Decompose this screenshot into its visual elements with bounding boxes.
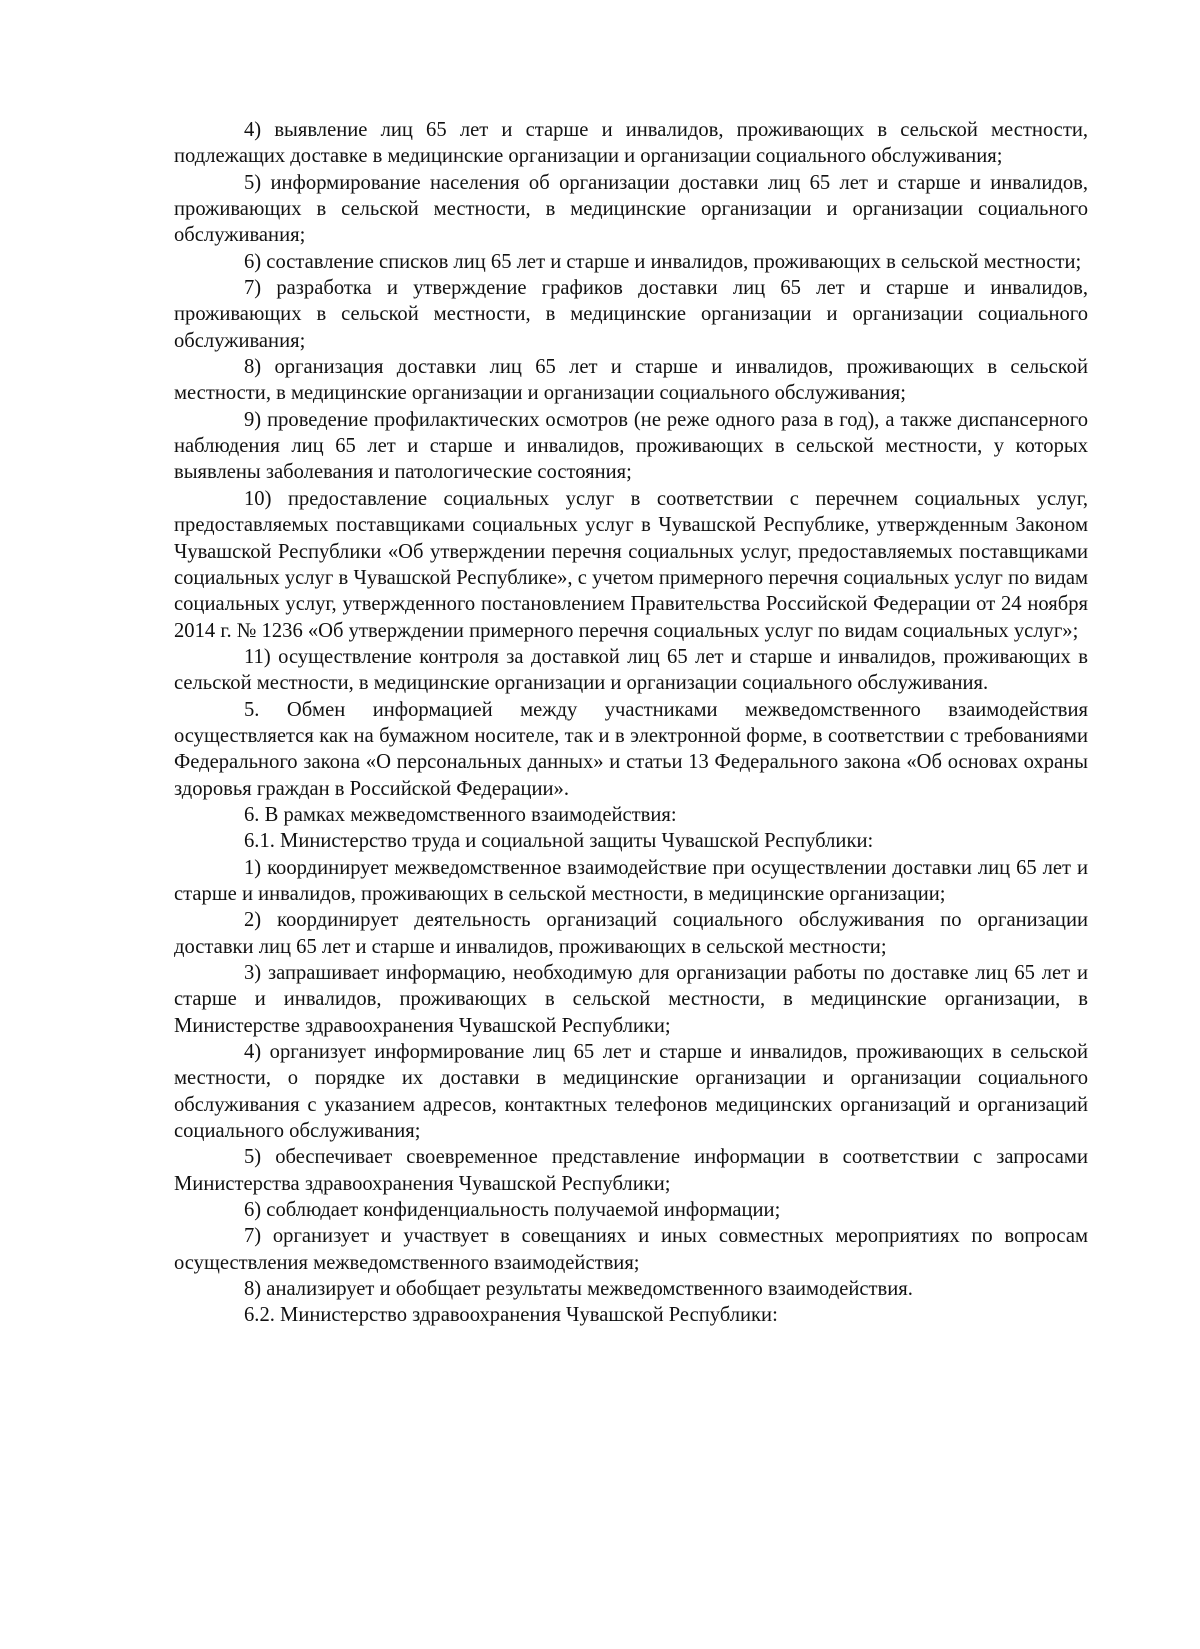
paragraph-item-8-delivery: 8) организация доставки лиц 65 лет и старше и инвалидов, проживающих в сельской местности, в медицинские организации и организации социального обслуживания; bbox=[174, 356, 1088, 405]
paragraph-section-5-information-exchange: 5. Обмен информацией между участниками межведомственного взаимодействия осуществляется как на бумажном носителе, так и в электронной форме, в соответствии с требованиями Федерального закона «О персональных данных» и статьи 13 Федерального закона «Об основах охраны здоровья граждан в Российской Федерации». bbox=[174, 698, 1088, 800]
paragraph-item-9-examinations: 9) проведение профилактических осмотров (не реже одного раза в год), а также диспансерного наблюдения лиц 65 лет и старше и инвалидов, проживающих в сельской местности, у которых выявлены заболевания и патологические состояния; bbox=[174, 408, 1088, 484]
paragraph-item-7-schedules: 7) разработка и утверждение графиков доставки лиц 65 лет и старше и инвалидов, проживающих в сельской местности, в медицинские организации и организации социального обслуживания; bbox=[174, 277, 1088, 352]
paragraph-item-6-lists: 6) составление списков лиц 65 лет и старше и инвалидов, проживающих в сельской местности; bbox=[244, 250, 1082, 273]
paragraph-6-1-item-7: 7) организует и участвует в совещаниях и иных совместных мероприятиях по вопросам осуществления межведомственного взаимодействия; bbox=[174, 1225, 1088, 1274]
document-body bbox=[174, 117, 1088, 1329]
paragraph-6-1-item-4: 4) организует информирование лиц 65 лет и старше и инвалидов, проживающих в сельской местности, о порядке их доставки в медицинские организации и организации социального обслуживания с указанием адресов, контактных телефонов медицинских организаций и организаций социального обслуживания; bbox=[174, 1041, 1088, 1143]
paragraph-section-6-heading: 6. В рамках межведомственного взаимодействия: bbox=[244, 803, 677, 826]
paragraph-6-1-item-1: 1) координирует межведомственное взаимодействие при осуществлении доставки лиц 65 лет и старше и инвалидов, проживающих в сельской местности, в медицинские организации; bbox=[174, 856, 1088, 905]
paragraph-6-1-item-2: 2) координирует деятельность организаций социального обслуживания по организации доставки лиц 65 лет и старше и инвалидов, проживающих в сельской местности; bbox=[174, 909, 1088, 958]
paragraph-6-1-item-5: 5) обеспечивает своевременное представление информации в соответствии с запросами Министерства здравоохранения Чувашской Республики; bbox=[174, 1146, 1088, 1195]
paragraph-item-4-identification: 4) выявление лиц 65 лет и старше и инвалидов, проживающих в сельской местности, подлежащих доставке в медицинские организации и организации социального обслуживания; bbox=[174, 119, 1088, 168]
paragraph-item-11-control: 11) осуществление контроля за доставкой лиц 65 лет и старше и инвалидов, проживающих в сельской местности, в медицинские организации и организации социального обслуживания. bbox=[174, 645, 1088, 695]
paragraph-section-6-2-heading: 6.2. Министерство здравоохранения Чувашской Республики: bbox=[244, 1304, 778, 1327]
paragraph-section-6-1-heading: 6.1. Министерство труда и социальной защиты Чувашской Республики: bbox=[244, 830, 874, 853]
paragraph-item-5-informing: 5) информирование населения об организации доставки лиц 65 лет и старше и инвалидов, проживающих в сельской местности, в медицинские организации и организации социального обслуживания; bbox=[174, 171, 1088, 247]
paragraph-6-1-item-8: 8) анализирует и обобщает результаты межведомственного взаимодействия. bbox=[244, 1278, 913, 1301]
paragraph-6-1-item-6: 6) соблюдает конфиденциальность получаемой информации; bbox=[244, 1199, 781, 1222]
paragraph-item-10-social-services: 10) предоставление социальных услуг в соответствии с перечнем социальных услуг, предоставляемых поставщиками социальных услуг в Чувашской Республике, утвержденным Законом Чувашской Республики «Об утверждении перечня социальных услуг, предоставляемых поставщиками социальных услуг в Чувашской Республике», с учетом примерного перечня социальных услуг по видам социальных услуг, утвержденного постановлением Правительства Российской Федерации от 24 ноября 2014 г. № 1236 «Об утверждении примерного перечня социальных услуг по видам социальных услуг»; bbox=[174, 487, 1088, 642]
paragraph-6-1-item-3: 3) запрашивает информацию, необходимую для организации работы по доставке лиц 65 лет и старше и инвалидов, проживающих в сельской местности, в медицинские организации, в Министерстве здравоохранения Чувашской Республики; bbox=[174, 962, 1088, 1037]
